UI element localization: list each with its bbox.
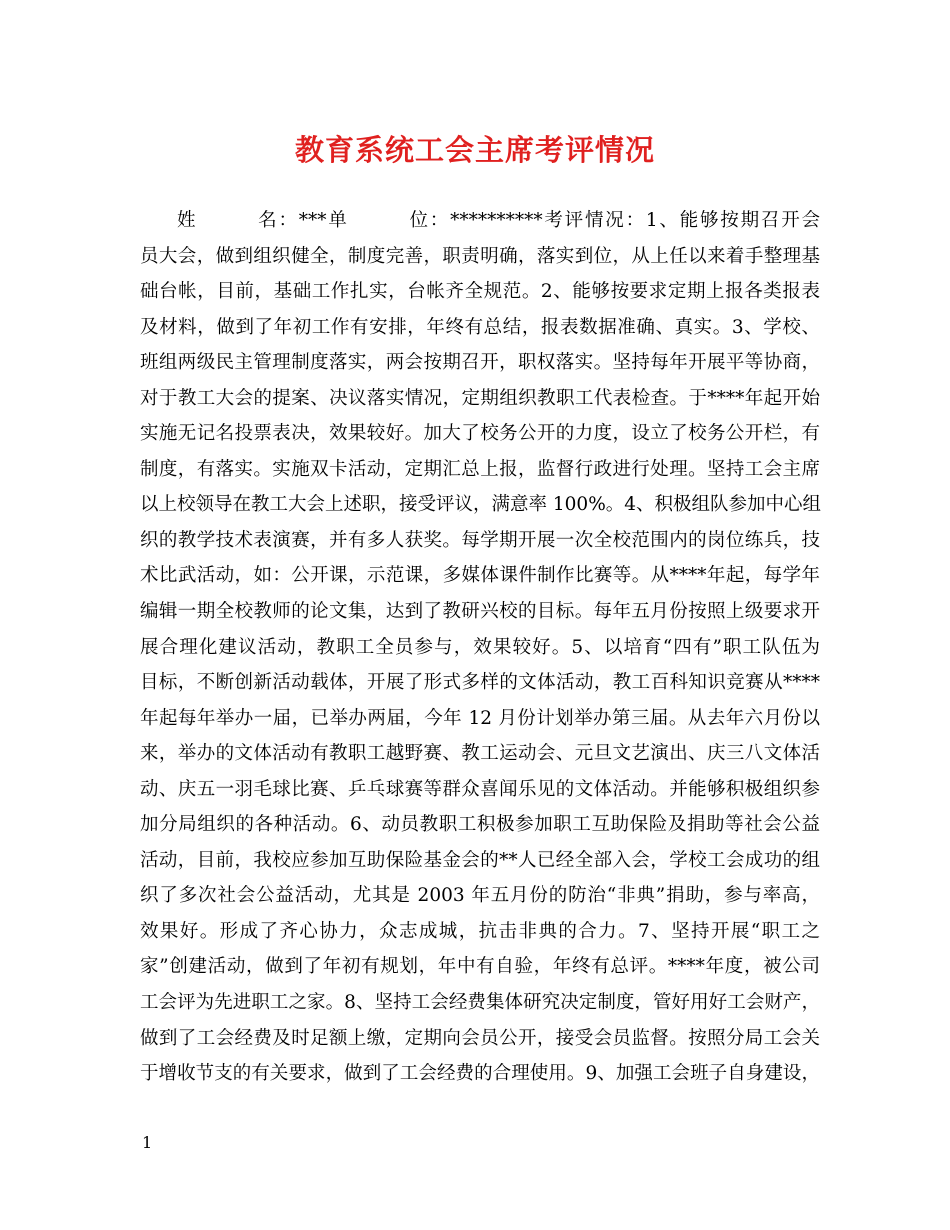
paragraph-line: 员大会，做到组织健全，制度完善，职责明确，落实到位，从上任以来着手整理基 bbox=[140, 245, 820, 267]
paragraph-line: 编辑一期全校教师的论文集，达到了教研兴校的目标。每年五月份按照上级要求开 bbox=[140, 601, 820, 623]
paragraph-line: 家”创建活动，做到了年初有规划，年中有自验，年终有总评。****年度，被公司 bbox=[140, 956, 820, 978]
paragraph-line: 来，举办的文体活动有教职工越野赛、教工运动会、元旦文艺演出、庆三八文体活 bbox=[140, 743, 820, 765]
page-number: 1 bbox=[142, 1133, 153, 1152]
paragraph-line: 实施无记名投票表决，效果较好。加大了校务公开的力度，设立了校务公开栏，有 bbox=[140, 423, 820, 445]
paragraph-line: 术比武活动，如：公开课，示范课，多媒体课件制作比赛等。从****年起，每学年 bbox=[140, 565, 820, 587]
paragraph-line: 展合理化建议活动，教职工全员参与，效果较好。5、以培育“四有”职工队伍为 bbox=[140, 636, 820, 658]
paragraph-line: 效果好。形成了齐心协力，众志成城，抗击非典的合力。7、坚持开展“职工之 bbox=[140, 920, 820, 942]
paragraph-line: 及材料，做到了年初工作有安排，年终有总结，报表数据准确、真实。3、学校、 bbox=[140, 316, 820, 338]
paragraph-line: 活动，目前，我校应参加互助保险基金会的**人已经全部入会，学校工会成功的组 bbox=[140, 849, 820, 871]
paragraph-line: 础台帐，目前，基础工作扎实，台帐齐全规范。2、能够按要求定期上报各类报表 bbox=[140, 281, 820, 303]
paragraph-line: 动、庆五一羽毛球比赛、乒乓球赛等群众喜闻乐见的文体活动。并能够积极组织参 bbox=[140, 778, 820, 800]
paragraph-line: 目标，不断创新活动载体，开展了形式多样的文体活动，教工百科知识竞赛从**** bbox=[140, 672, 820, 694]
paragraph-line: 织了多次社会公益活动，尤其是 2003 年五月份的防治“非典”捐助，参与率高， bbox=[140, 885, 820, 907]
paragraph-line: 对于教工大会的提案、决议落实情况，定期组织教职工代表检查。于****年起开始 bbox=[140, 387, 820, 409]
paragraph-line: 加分局组织的各种活动。6、动员教职工积极参加职工互助保险及捐助等社会公益 bbox=[140, 814, 820, 836]
paragraph-line: 做到了工会经费及时足额上缴，定期向会员公开，接受会员监督。按照分局工会关 bbox=[140, 1027, 820, 1049]
paragraph-line: 姓 名：***单 位：**********考评情况：1、能够按期召开会 bbox=[177, 210, 820, 231]
paragraph-line: 制度，有落实。实施双卡活动，定期汇总上报，监督行政进行处理。坚持工会主席 bbox=[140, 458, 820, 480]
paragraph-line: 以上校领导在教工大会上述职，接受评议，满意率 100%。4、积极组队参加中心组 bbox=[140, 494, 822, 516]
paragraph-line: 年起每年举办一届，已举办两届，今年 12 月份计划举办第三届。从去年六月份以 bbox=[140, 707, 820, 729]
paragraph-line: 于增收节支的有关要求，做到了工会经费的合理使用。9、加强工会班子自身建设， bbox=[140, 1063, 820, 1085]
paragraph-line: 织的教学技术表演赛，并有多人获奖。每学期开展一次全校范围内的岗位练兵，技 bbox=[140, 529, 820, 551]
document-body bbox=[140, 203, 820, 1092]
document-title: 教育系统工会主席考评情况 bbox=[294, 133, 655, 167]
paragraph-line: 班组两级民主管理制度落实，两会按期召开，职权落实。坚持每年开展平等协商， bbox=[140, 352, 820, 374]
paragraph-line: 工会评为先进职工之家。8、坚持工会经费集体研究决定制度，管好用好工会财产， bbox=[140, 992, 820, 1014]
